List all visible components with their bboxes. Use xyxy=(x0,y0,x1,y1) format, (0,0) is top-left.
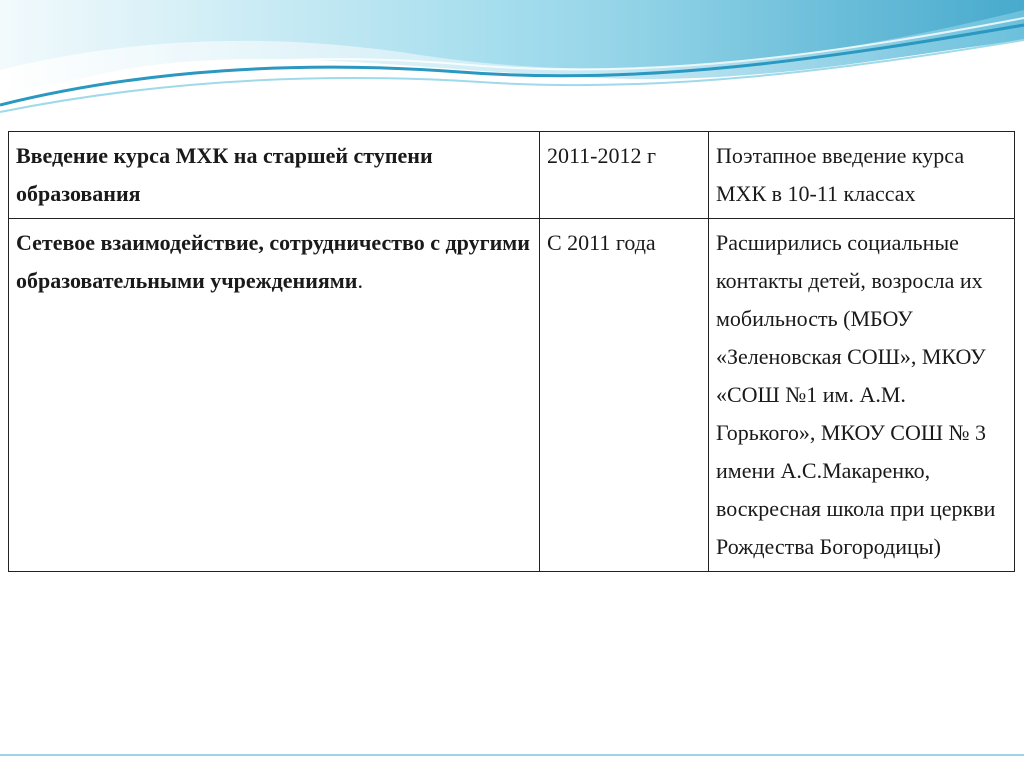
event-text: Введение курса МХК на старшей ступени образования xyxy=(16,143,433,206)
period-cell xyxy=(540,132,709,219)
content-table xyxy=(8,131,1015,572)
event-text: Сетевое взаимодействие, сотрудничество с другими образовательными учреждениями xyxy=(16,230,530,293)
decorative-bottom-line xyxy=(0,752,1024,767)
period-cell xyxy=(540,219,709,572)
decorative-wave-header xyxy=(0,0,1024,120)
result-text: Поэтапное введение курса МХК в 10-11 классах xyxy=(716,143,965,206)
event-cell xyxy=(9,219,540,572)
result-cell xyxy=(709,219,1015,572)
result-cell xyxy=(709,132,1015,219)
period-text: С 2011 года xyxy=(547,230,656,255)
period-text: 2011-2012 г xyxy=(547,143,657,168)
table-row xyxy=(9,219,1015,572)
result-text: Расширились социальные контакты детей, возросла их мобильность (МБОУ «Зеленовская СОШ», МКОУ «СОШ №1 им. А.М. Горького», МКОУ СОШ № 3 имени А.С.Макаренко, воскресная школа при церкви Рождества Богородицы) xyxy=(716,230,996,559)
event-cell xyxy=(9,132,540,219)
event-suffix: . xyxy=(357,268,363,293)
table-row xyxy=(9,132,1015,219)
